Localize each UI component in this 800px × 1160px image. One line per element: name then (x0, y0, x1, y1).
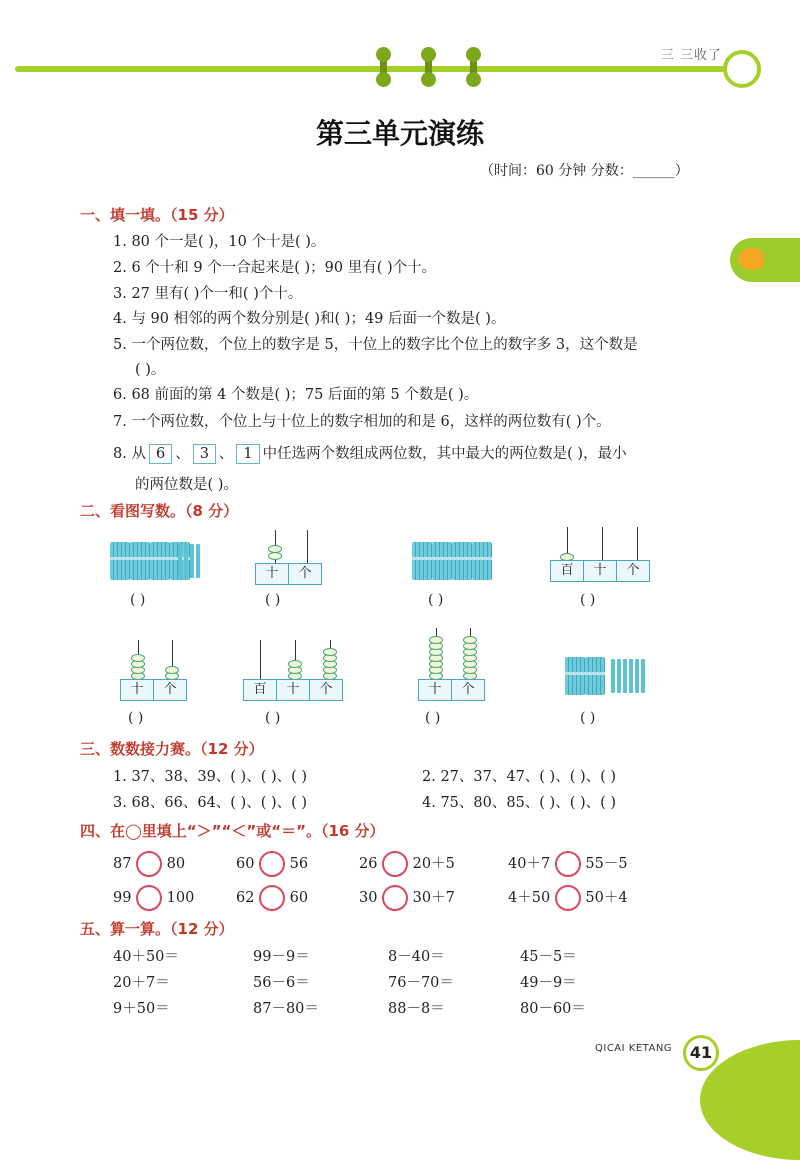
compare-item: 26 20＋5 (359, 851, 455, 877)
compare-item: 62 60 (236, 885, 308, 911)
question-4: 4. 与 90 相邻的两个数分别是( )和( )；49 后面一个数是( )。 (113, 311, 506, 327)
calc-item: 49－9＝ (520, 975, 577, 991)
section-2-title: 二、看图写数。（8 分） (80, 502, 239, 520)
section-5-title: 五、算一算。（12 分） (80, 920, 234, 938)
calc-item: 87－80＝ (253, 1001, 319, 1017)
answer-blank: ( ) (128, 710, 144, 726)
abacus-5 (418, 628, 490, 700)
hundred-label: 百 (551, 561, 584, 581)
calc-item: 40＋50＝ (113, 949, 179, 965)
unit-label: 三 三收了 (660, 48, 722, 63)
question-7: 7. 一个两位数，个位上与十位上的数字相加的和是 6，这样的两位数有( )个。 (113, 414, 611, 430)
binder-pin-icon (470, 52, 477, 82)
one-label: 个 (626, 563, 640, 578)
digit-card: 1 (236, 444, 259, 464)
bundles-picture-3 (565, 655, 665, 700)
calc-item: 80－60＝ (520, 1001, 586, 1017)
compare-item: 60 56 (236, 851, 308, 877)
answer-blank: ( ) (265, 592, 281, 608)
ten-label: 十 (256, 564, 289, 584)
question-5-cont: ( )。 (135, 362, 166, 378)
question-5: 5. 一个两位数，个位上的数字是 5，十位上的数字比个位上的数字多 3，这个数是 (113, 337, 638, 353)
answer-circle[interactable] (136, 851, 162, 877)
answer-circle[interactable] (555, 851, 581, 877)
ten-label: 十 (584, 561, 617, 581)
calc-item: 56－6＝ (253, 975, 310, 991)
one-label: 个 (298, 566, 312, 581)
one-label: 个 (319, 682, 333, 697)
calc-item: 8－40＝ (388, 949, 445, 965)
ten-label: 十 (419, 680, 452, 700)
answer-blank: ( ) (425, 710, 441, 726)
ten-label: 十 (121, 680, 154, 700)
binder-pin-icon (425, 52, 432, 82)
brand-text: QICAI KETANG (595, 1043, 673, 1054)
question-6: 6. 68 前面的第 4 个数是( )；75 后面的第 5 个数是( )。 (113, 387, 479, 403)
sequence-3: 3. 68、66、64、( )、( )、( ) (113, 795, 308, 811)
calc-item: 45－5＝ (520, 949, 577, 965)
question-8-cont: 的两位数是( )。 (135, 477, 238, 493)
section-4-title: 四、在◯里填上“＞”“＜”或“＝”。（16 分） (80, 822, 385, 840)
page-title: 第三单元演练 (315, 117, 484, 150)
answer-circle[interactable] (382, 885, 408, 911)
time-score-info: （时间：60 分钟 分数：______） (480, 163, 689, 179)
compare-item: 30 30＋7 (359, 885, 455, 911)
compare-item: 87 80 (113, 851, 185, 877)
compare-item: 40＋7 55－5 (508, 851, 628, 877)
answer-circle[interactable] (259, 851, 285, 877)
one-label: 个 (461, 682, 475, 697)
digit-card: 6 (149, 444, 172, 464)
question-3: 3. 27 里有( )个一和( )个十。 (113, 286, 303, 302)
abacus-1 (255, 530, 327, 585)
compare-item: 99 100 (113, 885, 194, 911)
answer-circle[interactable] (382, 851, 408, 877)
ten-label: 十 (277, 680, 310, 700)
bundles-picture-2 (412, 540, 512, 585)
section-3-title: 三、数数接力赛。（12 分） (80, 740, 264, 758)
answer-circle[interactable] (259, 885, 285, 911)
answer-blank: ( ) (265, 710, 281, 726)
question-1: 1. 80 个一是( )，10 个十是( )。 (113, 234, 326, 250)
question-8: 8. 从 6 、 3 、 1 中任选两个数组成两位数，其中最大的两位数是( )，最小 (113, 446, 627, 462)
binder-pin-icon (380, 52, 387, 82)
header-bar (15, 66, 725, 72)
abacus-3 (120, 640, 192, 700)
answer-circle[interactable] (555, 885, 581, 911)
calc-item: 9＋50＝ (113, 1001, 170, 1017)
hundred-label: 百 (244, 680, 277, 700)
abacus-4 (243, 640, 353, 700)
fish-icon (738, 248, 764, 270)
question-8-suffix: 中任选两个数组成两位数，其中最大的两位数是( )，最小 (262, 446, 627, 462)
calc-item: 99－9＝ (253, 949, 310, 965)
question-8-prefix: 8. 从 (113, 446, 146, 462)
answer-blank: ( ) (428, 592, 444, 608)
mascot-icon (723, 50, 761, 88)
answer-blank: ( ) (130, 592, 146, 608)
answer-circle[interactable] (136, 885, 162, 911)
page-number: 41 (683, 1035, 719, 1071)
answer-blank: ( ) (580, 710, 596, 726)
one-label: 个 (163, 682, 177, 697)
calc-item: 76－70＝ (388, 975, 454, 991)
answer-blank: ( ) (580, 592, 596, 608)
sequence-2: 2. 27、37、47、( )、( )、( ) (422, 769, 617, 785)
calc-item: 88－8＝ (388, 1001, 445, 1017)
digit-card: 3 (193, 444, 216, 464)
abacus-2 (550, 527, 660, 585)
question-2: 2. 6 个十和 9 个一合起来是( )；90 里有( )个十。 (113, 260, 437, 276)
sequence-1: 1. 37、38、39、( )、( )、( ) (113, 769, 308, 785)
bundles-picture-1 (110, 540, 210, 585)
sequence-4: 4. 75、80、85、( )、( )、( ) (422, 795, 617, 811)
section-1-title: 一、填一填。（15 分） (80, 206, 234, 224)
compare-item: 4＋50 50＋4 (508, 885, 628, 911)
calc-item: 20＋7＝ (113, 975, 170, 991)
